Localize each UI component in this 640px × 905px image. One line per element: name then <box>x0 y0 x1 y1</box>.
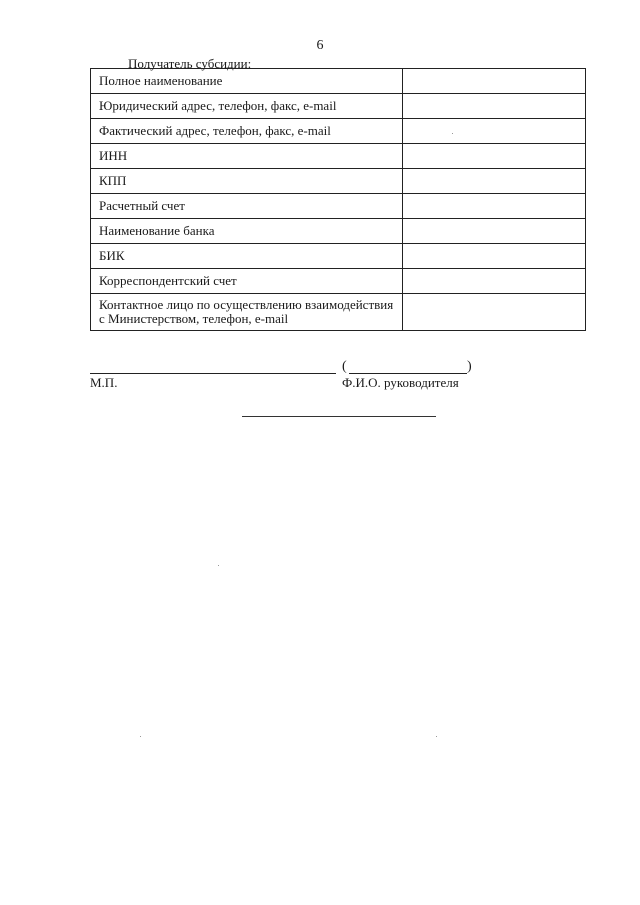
row-label-inn: ИНН <box>91 144 403 169</box>
row-value-contact-person <box>403 294 586 331</box>
recipient-requisites-table <box>90 68 586 331</box>
table-row <box>91 269 586 294</box>
row-value-bank-name <box>403 219 586 244</box>
table-row <box>91 94 586 119</box>
stamp-signature-line <box>90 373 336 374</box>
contact-person-label-line-1: Контактное лицо по осуществлению взаимодействия <box>99 297 394 312</box>
row-label-bik: БИК <box>91 244 403 269</box>
row-label-contact-person <box>91 294 403 331</box>
row-label-legal-address: Юридический адрес, телефон, факс, e-mail <box>91 94 403 119</box>
row-value-inn <box>403 144 586 169</box>
table-row <box>91 119 586 144</box>
scan-speck <box>452 133 453 134</box>
scan-speck <box>140 736 141 737</box>
name-paren-open: ( <box>342 359 347 374</box>
row-value-kpp <box>403 169 586 194</box>
table-row <box>91 194 586 219</box>
stamp-label: М.П. <box>90 375 118 390</box>
row-value-full-name <box>403 69 586 94</box>
row-label-settlement-account: Расчетный счет <box>91 194 403 219</box>
row-label-actual-address: Фактический адрес, телефон, факс, e-mail <box>91 119 403 144</box>
recipient-heading: Получатель субсидии: <box>128 56 252 71</box>
closing-rule <box>242 416 436 417</box>
table-row <box>91 144 586 169</box>
row-value-legal-address <box>403 94 586 119</box>
row-label-full-name: Полное наименование <box>91 69 403 94</box>
contact-person-label-line-2: с Министерством, телефон, e-mail <box>99 311 289 326</box>
name-paren-close: ) <box>467 359 472 374</box>
row-label-kpp: КПП <box>91 169 403 194</box>
table-row <box>91 244 586 269</box>
row-label-correspondent-account: Корреспондентский счет <box>91 269 403 294</box>
row-value-bik <box>403 244 586 269</box>
head-name-label: Ф.И.О. руководителя <box>342 375 459 390</box>
row-value-settlement-account <box>403 194 586 219</box>
table-row <box>91 169 586 194</box>
table-row <box>91 219 586 244</box>
head-name-line <box>349 373 467 374</box>
scan-speck <box>436 736 437 737</box>
row-value-correspondent-account <box>403 269 586 294</box>
page-number: 6 <box>316 38 324 53</box>
row-value-actual-address <box>403 119 586 144</box>
table-row <box>91 294 586 331</box>
row-label-bank-name: Наименование банка <box>91 219 403 244</box>
scan-speck <box>218 565 219 566</box>
table-row <box>91 69 586 94</box>
